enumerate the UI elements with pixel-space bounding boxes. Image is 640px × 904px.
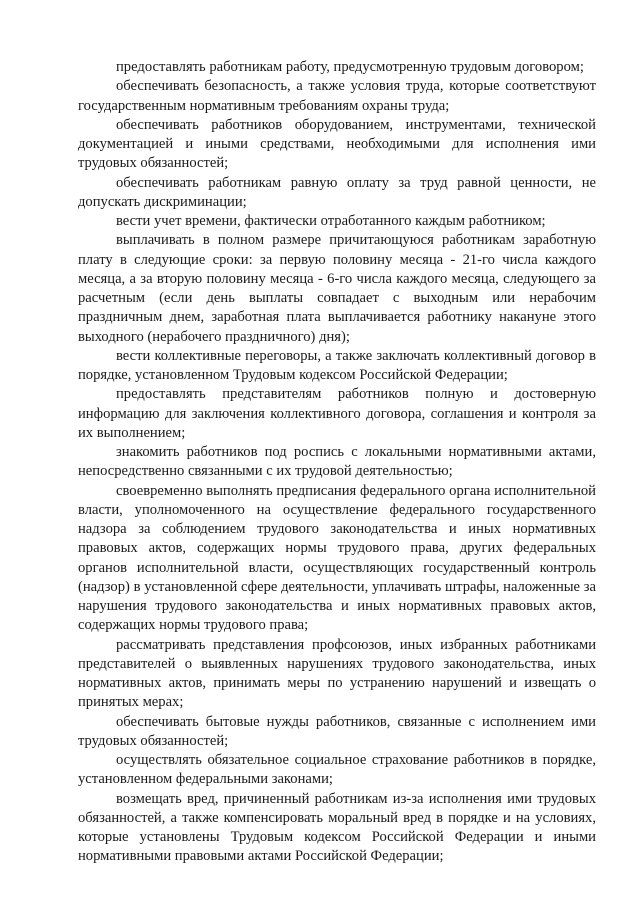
document-page	[78, 58, 596, 867]
paragraph: вести учет времени, фактически отработанного каждым работником;	[116, 213, 546, 229]
paragraph: обеспечивать работникам равную оплату за труд равной ценности, не допускать дискриминации;	[78, 174, 596, 210]
paragraph: осуществлять обязательное социальное страхование работников в порядке, установленном федеральными законами;	[78, 752, 596, 788]
paragraph: рассматривать представления профсоюзов, иных избранных работниками представителей о выявленных нарушениях трудового законодательства, иных нормативных актов, принимать меры по устранению нарушений и извещать о принятых мерах;	[78, 636, 596, 711]
paragraph: предоставлять представителям работников полную и достоверную информацию для заключения коллективного договора, соглашения и контроля за их выполнением;	[78, 386, 596, 441]
paragraph: выплачивать в полном размере причитающуюся работникам заработную плату в следующие сроки: за первую половину месяца - 21-го числа каждого месяца, а за вторую половину месяца - 6-го числа каждого месяца, следующего за расчетным (если день выплаты совпадает с выходным или нерабочим праздничным днем, заработная плата выплачивается работнику накануне этого выходного (нерабочего праздничного) дня);	[78, 232, 596, 345]
paragraph: возмещать вред, причиненный работникам из-за исполнения ими трудовых обязанностей, а также компенсировать моральный вред в порядке и на условиях, которые установлены Трудовым кодексом Российской Федерации и иными нормативными правовыми актами Российской Федерации;	[78, 790, 596, 865]
paragraph: своевременно выполнять предписания федерального органа исполнительной власти, уполномоченного на осуществление федерального государственного надзора за соблюдением трудового законодательства и иных нормативных правовых актов, содержащих нормы трудового права, других федеральных органов исполнительной власти, осуществляющих государственный контроль (надзор) в установленной сфере деятельности, уплачивать штрафы, наложенные за нарушения трудового законодательства и иных нормативных правовых актов, содержащих нормы трудового права;	[78, 482, 596, 634]
paragraph: вести коллективные переговоры, а также заключать коллективный договор в порядке, установленном Трудовым кодексом Российской Федерации;	[78, 347, 596, 383]
paragraph: обеспечивать бытовые нужды работников, связанные с исполнением ими трудовых обязанностей;	[78, 713, 596, 749]
paragraph: обеспечивать работников оборудованием, инструментами, технической документацией и иными средствами, необходимыми для исполнения ими трудовых обязанностей;	[78, 116, 596, 172]
paragraph: обеспечивать безопасность, а также условия труда, которые соответствуют государственным нормативным требованиям охраны труда;	[78, 78, 596, 114]
paragraph: знакомить работников под роспись с локальными нормативными актами, непосредственно связанными с их трудовой деятельностью;	[78, 444, 596, 480]
paragraph: предоставлять работникам работу, предусмотренную трудовым договором;	[116, 59, 584, 75]
